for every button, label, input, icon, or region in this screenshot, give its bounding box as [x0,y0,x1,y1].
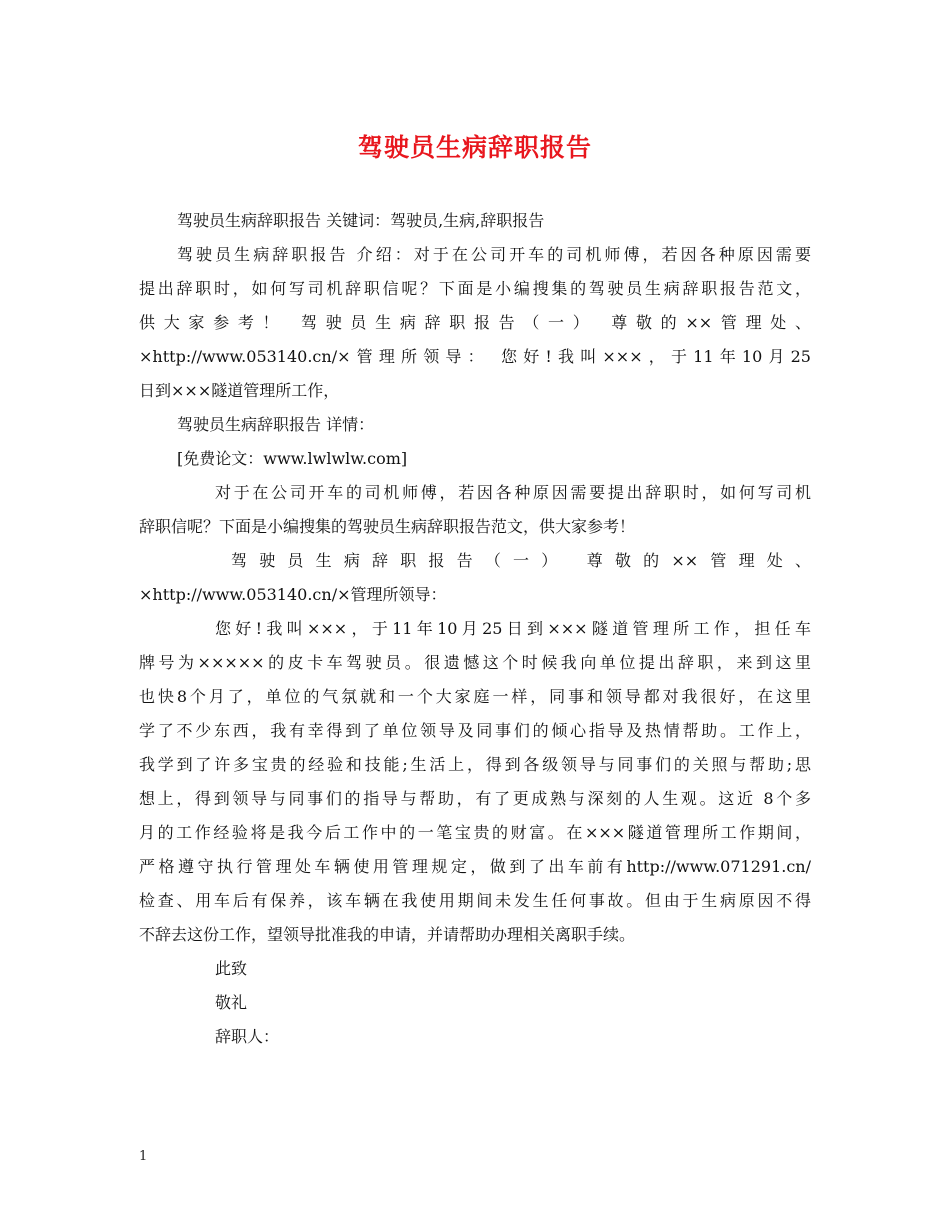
intro-line: 提出辞职时，如何写司机辞职信呢？下面是小编搜集的驾驶员生病辞职报告范文， [139,279,811,298]
document-title: 驾驶员生病辞职报告 [357,133,592,162]
letter-line: 月的工作经验将是我今后工作中的一笔宝贵的财富。在×××隧道管理所工作期间， [139,823,811,842]
intro-line: 驾驶员生病辞职报告 介绍：对于在公司开车的司机师傅，若因各种原因需要 [177,245,811,264]
letter-line: 严格遵守执行管理处车辆使用管理规定，做到了出车前有http://www.071291.cn/ [139,857,811,876]
intro-line: 供大家参考！ 驾驶员生病辞职报告（一） 尊敬的××管理处、 [139,313,811,332]
intro-line: ×http://www.053140.cn/×管理所领导： 您好!我叫×××，于11年10月25 [139,347,811,366]
source-note: [免费论文：www.lwlwlw.com] [177,449,408,468]
keywords-line: 驾驶员生病辞职报告 关键词：驾驶员,生病,辞职报告 [177,211,545,230]
letter-line: 不辞去这份工作，望领导批准我的申请，并请帮助办理相关离职手续。 [139,925,636,944]
letter-line: 您好!我叫×××，于11年10月25日到×××隧道管理所工作，担任车 [215,619,811,638]
letter-line: 学了不少东西，我有幸得到了单位领导及同事们的倾心指导及热情帮助。工作上， [139,721,811,740]
paragraph-line: 辞职信呢？下面是小编搜集的驾驶员生病辞职报告范文，供大家参考！ [139,517,636,536]
page-number: 1 [139,1149,148,1164]
signature-line: 辞职人： [215,1027,280,1046]
closing-line: 敬礼 [215,993,248,1012]
letter-line: 检查、用车后有保养，该车辆在我使用期间未发生任何事故。但由于生病原因不得 [139,891,811,910]
document-body [139,204,811,1054]
details-heading: 驾驶员生病辞职报告 详情： [177,415,375,434]
letter-line: 想上，得到领导与同事们的指导与帮助，有了更成熟与深刻的人生观。这近 8个多 [139,789,811,808]
letter-line: 牌号为×××××的皮卡车驾驶员。很遗憾这个时候我向单位提出辞职，来到这里 [139,653,811,672]
intro-line: 日到×××隧道管理所工作， [139,381,340,400]
salutation-line: ×http://www.053140.cn/×管理所领导： [139,585,447,604]
closing-line: 此致 [215,959,248,978]
letter-line: 我学到了许多宝贵的经验和技能;生活上，得到各级领导与同事们的关照与帮助;思 [139,755,811,774]
letter-line: 也快8个月了，单位的气氛就和一个大家庭一样，同事和领导都对我很好，在这里 [139,687,811,706]
section-heading-line: 驾驶员生病辞职报告（一） 尊敬的××管理处、 [231,551,811,570]
paragraph-line: 对于在公司开车的司机师傅，若因各种原因需要提出辞职时，如何写司机 [215,483,811,502]
